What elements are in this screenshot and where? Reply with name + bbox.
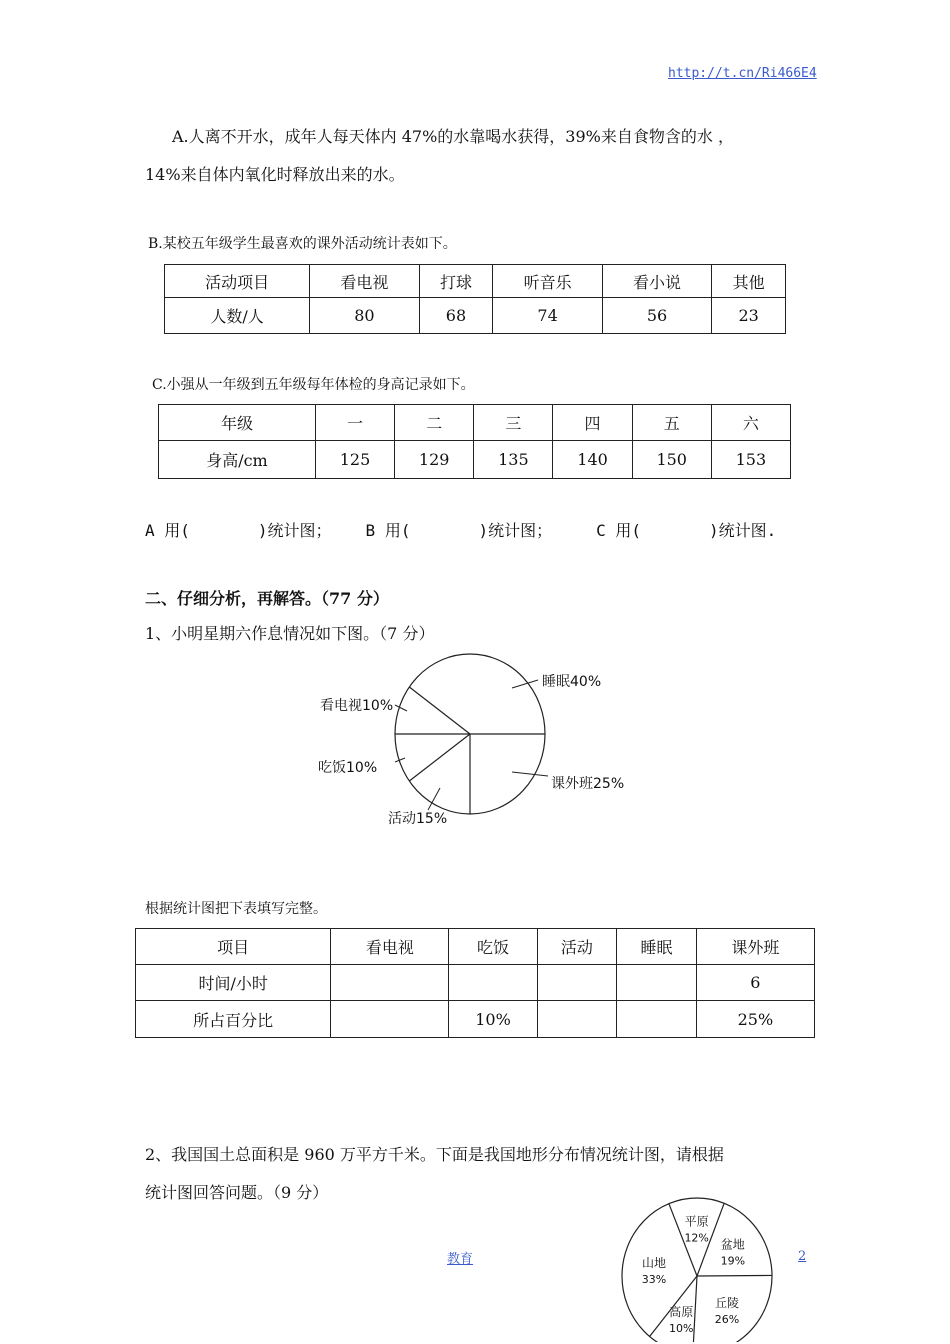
table-cell: 153 <box>711 441 790 479</box>
pie-leader-line <box>395 758 405 762</box>
table-cell: 其他 <box>712 265 786 298</box>
pie-slice-boundary <box>697 1275 772 1276</box>
pie-slice-label: 活动15% <box>388 811 448 827</box>
pie-leader-line <box>512 772 548 776</box>
section-a-line1: A.人离不开水，成年人每天体内 47%的水靠喝水获得，39%来自食物含的水 ， <box>172 127 734 146</box>
pie-chart-terrain <box>610 1192 785 1342</box>
pie-chart-schedule <box>300 650 660 840</box>
table-cell: 活动 <box>537 929 617 965</box>
table-cell: 听音乐 <box>493 265 602 298</box>
section-c-caption: C.小强从一年级到五年级每年体检的身高记录如下。 <box>152 377 475 393</box>
table-cell: 吃饭 <box>449 929 537 965</box>
table-cell: 一 <box>315 405 394 441</box>
table-cell: 二 <box>395 405 474 441</box>
pie-category-label: 丘陵 <box>714 1295 740 1310</box>
table-cell: 80 <box>310 298 419 334</box>
pie-leader-line <box>395 705 407 711</box>
q1-table-caption: 根据统计图把下表填写完整。 <box>145 901 327 917</box>
section-a-line2: 14%来自体内氧化时释放出来的水。 <box>145 165 405 184</box>
table-cell: 68 <box>419 298 493 334</box>
schedule-table <box>135 928 815 1038</box>
table-cell: 125 <box>315 441 394 479</box>
table-cell: 六 <box>711 405 790 441</box>
table-cell: 所占百分比 <box>136 1001 331 1038</box>
table-cell[interactable] <box>537 965 617 1001</box>
table-cell: 看电视 <box>331 929 449 965</box>
fill-in-line <box>145 518 776 541</box>
pie-value-label: 19% <box>720 1254 746 1268</box>
question-2-line1: 2、我国国土总面积是 960 万平方千米。下面是我国地形分布情况统计图，请根据 <box>145 1145 724 1164</box>
table-cell[interactable] <box>617 1001 697 1038</box>
pie-slice-label: 看电视10% <box>320 698 394 714</box>
header-link[interactable]: http://t.cn/Ri466E4 <box>668 66 817 81</box>
table-cell[interactable] <box>331 965 449 1001</box>
pie-value-label: 33% <box>641 1273 667 1287</box>
fill-a: A 用( <box>145 521 190 540</box>
table-cell: 25% <box>696 1001 814 1038</box>
table-cell: 56 <box>602 298 711 334</box>
pie-value-label: 26% <box>714 1312 740 1326</box>
pie-value-label: 12% <box>684 1231 709 1245</box>
pie-category-label: 高原 <box>669 1305 694 1320</box>
fill-b: )统计图； <box>257 521 332 540</box>
table-cell: 人数/人 <box>165 298 310 334</box>
table-cell[interactable] <box>331 1001 449 1038</box>
pie-slice-boundary <box>409 687 470 734</box>
table-cell: 四 <box>553 405 632 441</box>
table-cell: 时间/小时 <box>136 965 331 1001</box>
table-cell: 项目 <box>136 929 331 965</box>
table-cell: 睡眠 <box>617 929 697 965</box>
table-cell: 打球 <box>419 265 493 298</box>
fill-d: )统计图； <box>478 521 553 540</box>
question-1: 1、小明星期六作息情况如下图。（7 分） <box>145 624 435 643</box>
table-cell[interactable] <box>537 1001 617 1038</box>
table-cell: 课外班 <box>696 929 814 965</box>
pie-category-label: 盆地 <box>720 1237 745 1252</box>
table-cell: 140 <box>553 441 632 479</box>
pie-category-label: 平原 <box>684 1214 709 1229</box>
pie-slice-boundary <box>409 734 470 781</box>
page-number: 2 <box>798 1249 807 1264</box>
table-cell: 74 <box>493 298 602 334</box>
table-cell[interactable] <box>449 965 537 1001</box>
pie-slice-label: 睡眠40% <box>542 674 602 690</box>
pie-slice-label: 吃饭10% <box>318 760 378 776</box>
pie-value-label: 10% <box>669 1322 694 1336</box>
fill-f: )统计图. <box>709 521 777 540</box>
table-cell: 10% <box>449 1001 537 1038</box>
footer-link[interactable]: 教育 <box>447 1252 474 1267</box>
table-cell: 23 <box>712 298 786 334</box>
table-cell: 三 <box>474 405 553 441</box>
section-b-caption: B.某校五年级学生最喜欢的课外活动统计表如下。 <box>148 236 457 252</box>
table-cell: 150 <box>632 441 711 479</box>
table-cell: 6 <box>696 965 814 1001</box>
table-cell: 年级 <box>159 405 316 441</box>
height-table <box>158 404 791 479</box>
table-cell: 129 <box>395 441 474 479</box>
table-cell: 看电视 <box>310 265 419 298</box>
table-cell: 身高/cm <box>159 441 316 479</box>
table-cell: 活动项目 <box>165 265 310 298</box>
part2-title: 二、仔细分析，再解答。（77 分） <box>145 589 389 608</box>
fill-e: C 用( <box>596 521 641 540</box>
activity-table <box>164 264 786 334</box>
pie-slice-label: 课外班25% <box>551 776 625 792</box>
pie-leader-line <box>512 680 538 688</box>
pie-category-label: 山地 <box>641 1256 666 1271</box>
table-cell[interactable] <box>617 965 697 1001</box>
fill-c: B 用( <box>365 521 411 540</box>
table-cell: 看小说 <box>602 265 711 298</box>
question-2-line2: 统计图回答问题。（9 分） <box>145 1183 329 1202</box>
table-cell: 135 <box>474 441 553 479</box>
table-cell: 五 <box>632 405 711 441</box>
